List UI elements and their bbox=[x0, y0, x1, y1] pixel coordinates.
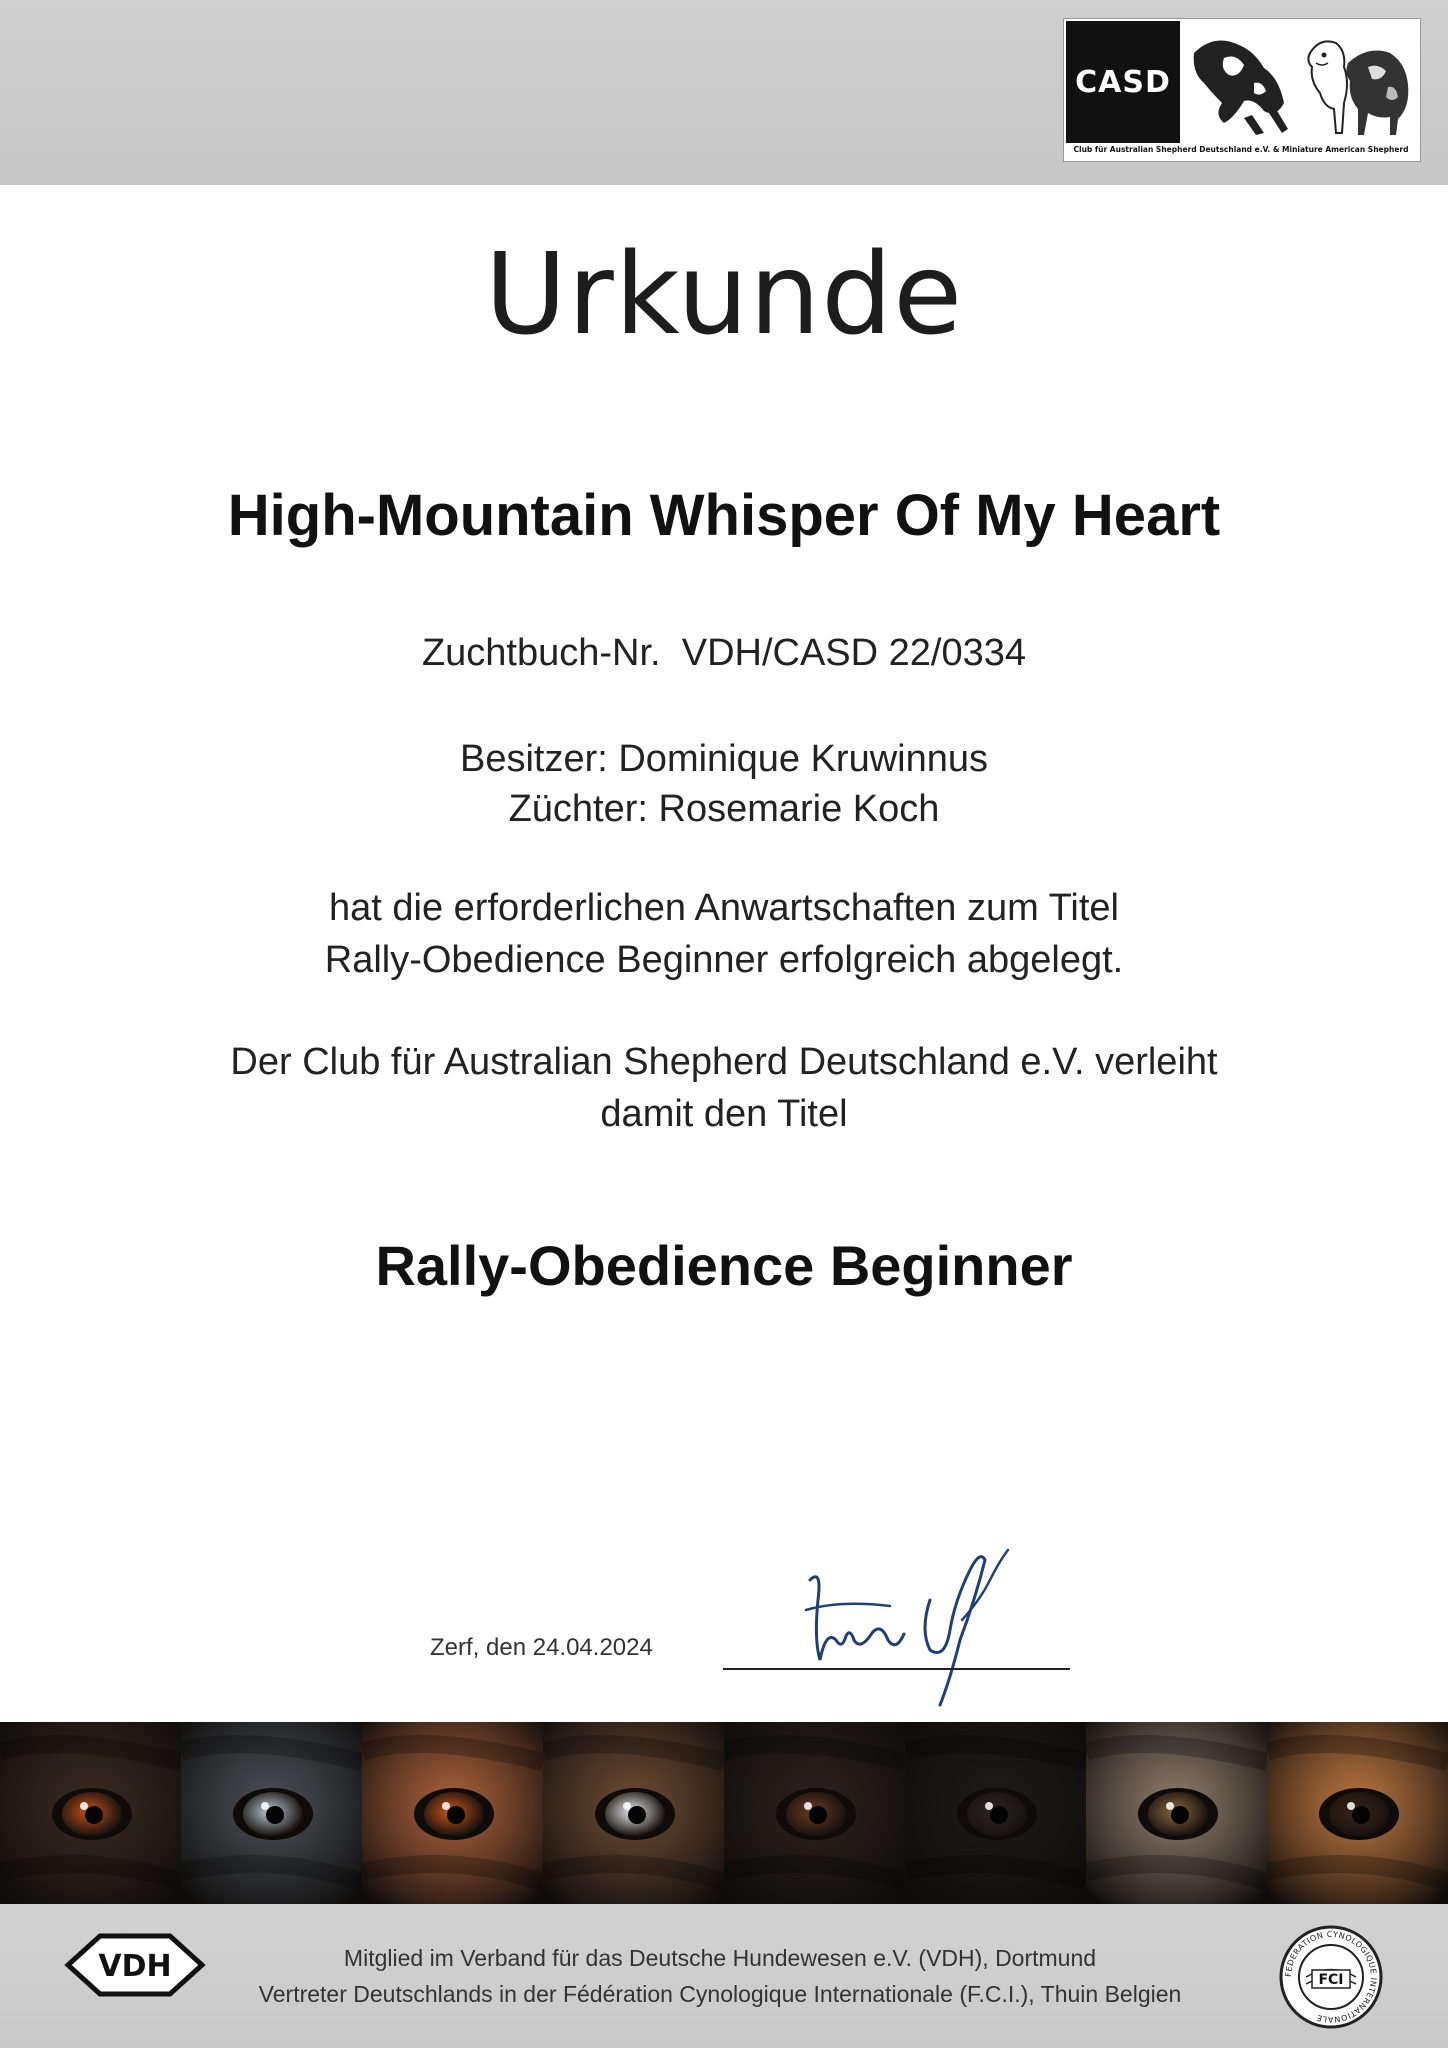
eye-photo-dark-eye bbox=[905, 1722, 1086, 1904]
footer-line-2: Vertreter Deutschlands in der Fédération Cynologique Internationale (F.C.I.), Thuin Belgien bbox=[258, 1981, 1182, 2007]
eye-photo-blue-eye-2 bbox=[543, 1722, 724, 1904]
eye-photo-hazel-eye bbox=[1086, 1722, 1267, 1904]
statement-block bbox=[0, 882, 1448, 986]
place-date: Zerf, den 24.04.2024 bbox=[430, 1634, 653, 1661]
fci-logo-text: FCI bbox=[1318, 1972, 1344, 1988]
eye-photo-blue-eye-1 bbox=[181, 1722, 362, 1904]
eye-photo-amber-eye-1 bbox=[0, 1722, 181, 1904]
studbook-label: Zuchtbuch-Nr. bbox=[421, 632, 661, 674]
footer-line-1: Mitglied im Verband für das Deutsche Hundewesen e.V. (VDH), Dortmund bbox=[343, 1945, 1097, 1971]
statement-line-2: Rally-Obedience Beginner erfolgreich abgelegt. bbox=[324, 939, 1124, 981]
casd-logo-caption: Club für Australian Shepherd Deutschland e.V. & Miniature American Shepherd bbox=[1073, 145, 1409, 154]
vdh-logo-text: VDH bbox=[98, 1949, 172, 1984]
fci-ring-text: FEDERATION CYNOLOGIQUE INTERNATIONALE bbox=[1283, 1929, 1379, 2025]
statement-line-1: hat die erforderlichen Anwartschaften zum Titel bbox=[329, 887, 1119, 929]
owner-line: Besitzer: Dominique Kruwinnus bbox=[459, 738, 988, 780]
footer-text bbox=[230, 1940, 1210, 2012]
signature-line bbox=[723, 1668, 1070, 1670]
dog-eyes-photo-strip bbox=[0, 1722, 1448, 1904]
club-block bbox=[0, 1036, 1448, 1140]
casd-logo bbox=[1063, 18, 1421, 162]
fci-logo bbox=[1276, 1922, 1386, 2032]
casd-logo-text: CASD bbox=[1066, 21, 1180, 143]
standing-dogs-icon bbox=[1298, 23, 1416, 143]
vdh-logo bbox=[60, 1930, 210, 2000]
award-title: Rally-Obedience Beginner bbox=[375, 1234, 1073, 1297]
studbook-number: VDH/CASD 22/0334 bbox=[681, 632, 1027, 674]
eye-photo-copper-eye bbox=[362, 1722, 543, 1904]
eye-photo-brown-eye-1 bbox=[724, 1722, 905, 1904]
handwritten-signature bbox=[780, 1540, 1040, 1710]
breeder-line: Züchter: Rosemarie Koch bbox=[508, 788, 940, 830]
club-line-1: Der Club für Australian Shepherd Deutschland e.V. verleiht bbox=[230, 1041, 1218, 1083]
studbook-line bbox=[0, 632, 1448, 675]
dog-name: High-Mountain Whisper Of My Heart bbox=[227, 483, 1221, 548]
club-line-2: damit den Titel bbox=[600, 1093, 848, 1135]
certificate-title: Urkunde bbox=[484, 230, 964, 360]
jumping-dog-icon bbox=[1184, 23, 1294, 143]
owner-breeder-block bbox=[0, 734, 1448, 834]
eye-photo-brown-eye-2 bbox=[1267, 1722, 1448, 1904]
